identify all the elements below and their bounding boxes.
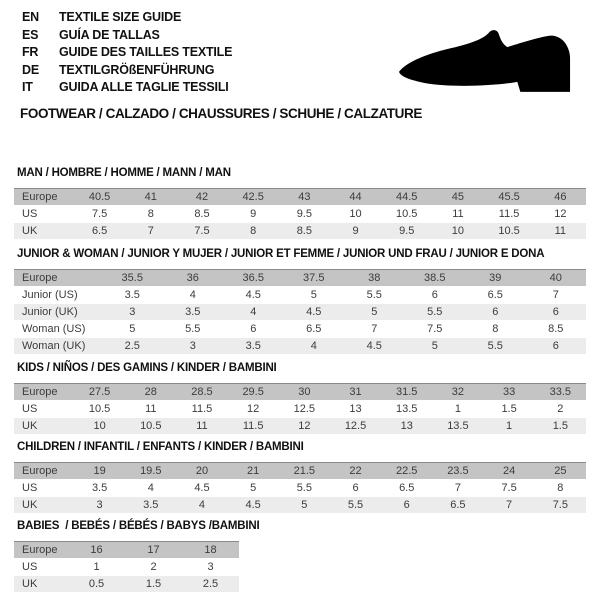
size-cell: 21 — [228, 463, 279, 480]
size-cell: 9 — [330, 223, 381, 240]
size-cell: 2 — [125, 559, 182, 576]
size-cell: 8.5 — [279, 223, 330, 240]
language-row — [22, 27, 232, 45]
section-title: CHILDREN / INFANTIL / ENFANTS / KINDER / BAMBINI — [17, 441, 304, 453]
size-table — [14, 383, 586, 435]
language-code: EN — [22, 10, 39, 24]
table-row — [14, 304, 586, 321]
size-cell: 16 — [68, 542, 125, 559]
size-cell: 29.5 — [228, 384, 279, 401]
size-cell: 28 — [125, 384, 176, 401]
size-cell: 24 — [484, 463, 535, 480]
size-cell: 1.5 — [535, 418, 586, 435]
section-children — [14, 441, 586, 514]
size-cell: 10 — [74, 418, 125, 435]
size-table — [14, 269, 586, 355]
table-row — [14, 206, 586, 223]
size-cell: 8 — [465, 321, 526, 338]
section-man — [14, 167, 586, 240]
size-cell: 38 — [344, 270, 405, 287]
row-label-cell: Junior (UK) — [14, 304, 102, 321]
size-cell: 8 — [535, 480, 586, 497]
language-row — [22, 62, 232, 80]
size-cell: 3.5 — [74, 480, 125, 497]
language-label: GUIDE DES TAILLES TEXTILE — [59, 45, 233, 59]
size-cell: 4 — [125, 480, 176, 497]
size-cell: 31.5 — [381, 384, 432, 401]
size-cell: 9.5 — [279, 206, 330, 223]
size-cell: 3.5 — [102, 287, 163, 304]
size-cell: 5 — [284, 287, 345, 304]
size-cell: 6 — [223, 321, 284, 338]
table-row — [14, 418, 586, 435]
size-cell: 6.5 — [284, 321, 345, 338]
size-cell: 45.5 — [484, 189, 535, 206]
size-cell: 43 — [279, 189, 330, 206]
size-cell: 10.5 — [381, 206, 432, 223]
size-cell: 5.5 — [330, 497, 381, 514]
size-cell: 4 — [223, 304, 284, 321]
size-cell: 12 — [279, 418, 330, 435]
size-cell: 4 — [176, 497, 227, 514]
size-cell: 8 — [125, 206, 176, 223]
size-cell: 36.5 — [223, 270, 284, 287]
row-label-cell: US — [14, 559, 68, 576]
size-table — [14, 462, 586, 514]
language-row — [22, 9, 232, 27]
size-cell: 42.5 — [228, 189, 279, 206]
row-label-cell: US — [14, 401, 74, 418]
size-cell: 11.5 — [228, 418, 279, 435]
language-code: ES — [22, 27, 39, 42]
size-cell: 5.5 — [405, 304, 466, 321]
table-row — [14, 321, 586, 338]
size-cell: 7.5 — [176, 223, 227, 240]
size-cell: 5 — [228, 480, 279, 497]
size-cell: 5 — [344, 304, 405, 321]
size-cell: 45 — [432, 189, 483, 206]
row-label-cell: Europe — [14, 384, 74, 401]
language-label: GUÍA DE TALLAS — [59, 27, 160, 42]
language-label: GUIDA ALLE TAGLIE TESSILI — [59, 80, 229, 94]
size-cell: 4 — [163, 287, 224, 304]
size-cell: 19.5 — [125, 463, 176, 480]
section-title: JUNIOR & WOMAN / JUNIOR Y MUJER / JUNIOR ET FEMME / JUNIOR UND FRAU / JUNIOR E DONA — [17, 248, 545, 260]
section-title: BABIES / BEBÉS / BÉBÉS / BABYS /BAMBINI — [17, 520, 260, 532]
size-cell: 33 — [484, 384, 535, 401]
size-cell: 42 — [176, 189, 227, 206]
size-cell: 5 — [102, 321, 163, 338]
size-cell: 40.5 — [74, 189, 125, 206]
size-cell: 5.5 — [163, 321, 224, 338]
size-cell: 4.5 — [176, 480, 227, 497]
size-cell: 12.5 — [279, 401, 330, 418]
size-cell: 12.5 — [330, 418, 381, 435]
size-cell: 2.5 — [102, 338, 163, 355]
size-cell: 4.5 — [228, 497, 279, 514]
table-row — [14, 559, 239, 576]
row-label-cell: Woman (UK) — [14, 338, 102, 355]
size-cell: 46 — [535, 189, 586, 206]
language-code: IT — [22, 80, 33, 94]
size-cell: 10.5 — [125, 418, 176, 435]
size-cell: 33.5 — [535, 384, 586, 401]
size-cell: 6 — [381, 497, 432, 514]
size-cell: 12 — [228, 401, 279, 418]
section-junior-woman — [14, 248, 586, 355]
table-row — [14, 270, 586, 287]
size-cell: 11.5 — [176, 401, 227, 418]
size-cell: 30 — [279, 384, 330, 401]
size-cell: 20 — [176, 463, 227, 480]
size-cell: 3 — [102, 304, 163, 321]
size-cell: 7 — [432, 480, 483, 497]
size-cell: 2.5 — [182, 576, 239, 593]
size-cell: 7 — [125, 223, 176, 240]
size-cell: 4 — [284, 338, 345, 355]
table-row — [14, 542, 239, 559]
table-row — [14, 463, 586, 480]
size-table — [14, 541, 239, 593]
table-row — [14, 576, 239, 593]
size-cell: 7.5 — [535, 497, 586, 514]
size-cell: 35.5 — [102, 270, 163, 287]
size-cell: 19 — [74, 463, 125, 480]
size-cell: 5 — [405, 338, 466, 355]
table-row — [14, 401, 586, 418]
size-cell: 10.5 — [74, 401, 125, 418]
size-cell: 3 — [163, 338, 224, 355]
size-cell: 1 — [68, 559, 125, 576]
size-cell: 23.5 — [432, 463, 483, 480]
size-cell: 32 — [432, 384, 483, 401]
size-cell: 11 — [176, 418, 227, 435]
row-label-cell: Woman (US) — [14, 321, 102, 338]
row-label-cell: Europe — [14, 463, 74, 480]
size-cell: 11.5 — [484, 206, 535, 223]
language-list — [22, 9, 232, 97]
section-title: KIDS / NIÑOS / DES GAMINS / KINDER / BAMBINI — [17, 362, 277, 374]
size-cell: 39 — [465, 270, 526, 287]
size-cell: 37.5 — [284, 270, 345, 287]
language-code: DE — [22, 62, 39, 77]
row-label-cell: Europe — [14, 542, 68, 559]
size-cell: 44.5 — [381, 189, 432, 206]
size-cell: 7 — [344, 321, 405, 338]
section-title: MAN / HOMBRE / HOMME / MANN / MAN — [17, 167, 231, 179]
row-label-cell: UK — [14, 223, 74, 240]
size-cell: 6.5 — [381, 480, 432, 497]
size-cell: 18 — [182, 542, 239, 559]
size-cell: 3.5 — [163, 304, 224, 321]
size-cell: 1 — [432, 401, 483, 418]
section-babies — [14, 520, 586, 593]
size-cell: 41 — [125, 189, 176, 206]
size-cell: 10.5 — [484, 223, 535, 240]
table-row — [14, 223, 586, 240]
size-cell: 6 — [526, 338, 587, 355]
category-title: FOOTWEAR / CALZADO / CHAUSSURES / SCHUHE / CALZATURE — [20, 106, 422, 121]
size-cell: 6 — [465, 304, 526, 321]
size-cell: 1.5 — [484, 401, 535, 418]
size-cell: 22.5 — [381, 463, 432, 480]
language-row — [22, 44, 232, 62]
size-cell: 10 — [330, 206, 381, 223]
size-cell: 36 — [163, 270, 224, 287]
size-cell: 3.5 — [223, 338, 284, 355]
size-cell: 6.5 — [465, 287, 526, 304]
size-cell: 4.5 — [223, 287, 284, 304]
size-cell: 0.5 — [68, 576, 125, 593]
size-cell: 7 — [526, 287, 587, 304]
size-cell: 27.5 — [74, 384, 125, 401]
language-label: TEXTILGRÖßENFÜHRUNG — [59, 62, 215, 77]
section-kids — [14, 362, 586, 435]
size-cell: 8 — [228, 223, 279, 240]
row-label-cell: UK — [14, 576, 68, 593]
size-cell: 25 — [535, 463, 586, 480]
row-label-cell: US — [14, 480, 74, 497]
size-cell: 8.5 — [526, 321, 587, 338]
size-cell: 5.5 — [279, 480, 330, 497]
size-cell: 8.5 — [176, 206, 227, 223]
table-row — [14, 189, 586, 206]
language-row — [22, 79, 232, 97]
size-cell: 6 — [405, 287, 466, 304]
size-cell: 13 — [330, 401, 381, 418]
size-cell: 1.5 — [125, 576, 182, 593]
size-cell: 5.5 — [465, 338, 526, 355]
size-cell: 3.5 — [125, 497, 176, 514]
row-label-cell: Europe — [14, 270, 102, 287]
size-cell: 6.5 — [74, 223, 125, 240]
language-code: FR — [22, 45, 39, 59]
size-cell: 7.5 — [484, 480, 535, 497]
row-label-cell: US — [14, 206, 74, 223]
size-cell: 40 — [526, 270, 587, 287]
size-cell: 21.5 — [279, 463, 330, 480]
size-cell: 6 — [526, 304, 587, 321]
size-cell: 11 — [535, 223, 586, 240]
size-cell: 6.5 — [432, 497, 483, 514]
size-cell: 10 — [432, 223, 483, 240]
table-row — [14, 480, 586, 497]
size-cell: 5.5 — [344, 287, 405, 304]
size-cell: 13 — [381, 418, 432, 435]
size-cell: 2 — [535, 401, 586, 418]
table-row — [14, 338, 586, 355]
size-cell: 22 — [330, 463, 381, 480]
size-cell: 11 — [125, 401, 176, 418]
size-cell: 9 — [228, 206, 279, 223]
size-cell: 1 — [484, 418, 535, 435]
size-cell: 13.5 — [381, 401, 432, 418]
size-cell: 4.5 — [344, 338, 405, 355]
row-label-cell: Europe — [14, 189, 74, 206]
size-cell: 7.5 — [405, 321, 466, 338]
size-cell: 12 — [535, 206, 586, 223]
size-cell: 38.5 — [405, 270, 466, 287]
size-cell: 31 — [330, 384, 381, 401]
size-cell: 7 — [484, 497, 535, 514]
size-table — [14, 188, 586, 240]
table-row — [14, 497, 586, 514]
table-row — [14, 287, 586, 304]
size-cell: 3 — [182, 559, 239, 576]
row-label-cell: Junior (US) — [14, 287, 102, 304]
size-cell: 7.5 — [74, 206, 125, 223]
row-label-cell: UK — [14, 497, 74, 514]
size-cell: 4.5 — [284, 304, 345, 321]
shoe-icon — [396, 20, 580, 98]
size-cell: 28.5 — [176, 384, 227, 401]
language-label: TEXTILE SIZE GUIDE — [59, 10, 182, 24]
size-cell: 9.5 — [381, 223, 432, 240]
size-cell: 3 — [74, 497, 125, 514]
size-cell: 6 — [330, 480, 381, 497]
size-cell: 44 — [330, 189, 381, 206]
table-row — [14, 384, 586, 401]
size-cell: 11 — [432, 206, 483, 223]
row-label-cell: UK — [14, 418, 74, 435]
size-cell: 17 — [125, 542, 182, 559]
size-cell: 5 — [279, 497, 330, 514]
size-cell: 13.5 — [432, 418, 483, 435]
